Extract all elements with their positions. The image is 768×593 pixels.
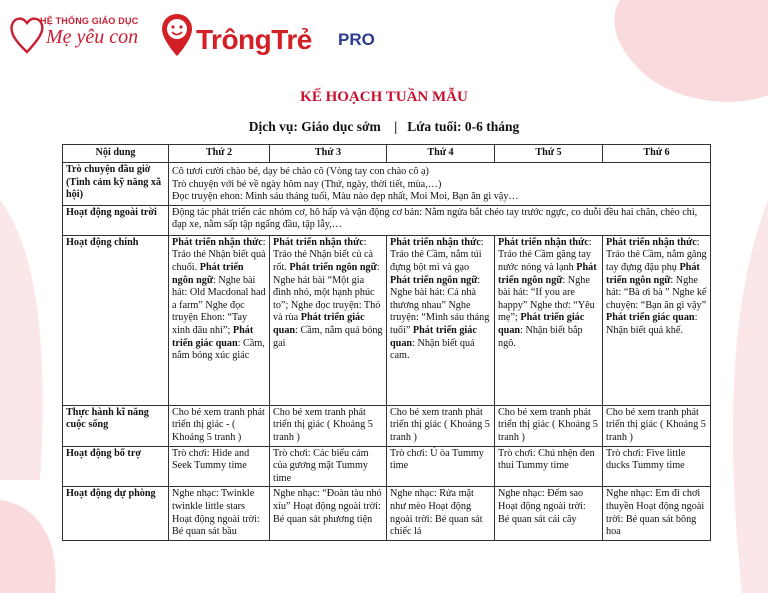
thuc-hanh-tue: Cho bé xem tranh phát triển thị giác ( Khoảng 5 tranh )	[270, 405, 387, 446]
text: : Cầm, nắm bóng xúc giác	[172, 337, 265, 362]
row-label-thuc-hanh: Thực hành kĩ năng cuộc sống	[63, 405, 169, 446]
table-row	[63, 163, 711, 206]
left-pink-strip	[0, 200, 62, 480]
text: : Tráo thẻ Nhận biết quả chuối.	[172, 236, 266, 273]
text: : Tráo thẻ Cầm, nắm găng tay đựng đậu phụ	[606, 236, 707, 273]
tro-chuyen-line-3: Đọc truyện ehon: Mình sáu tháng tuổi, Màu nào đẹp nhất, Moi Moi, Bạn ăn gì vậy…	[172, 191, 519, 203]
heading: Phát triển giác quan	[606, 312, 695, 324]
logo-me-yeu-con-text: Mẹ yêu con	[46, 26, 139, 48]
brand-pro-label: PRO	[338, 30, 375, 49]
heading: Phát triển giác quan	[498, 312, 585, 336]
bo-tro-wed: Trò chơi: Ú òa Tummy time	[387, 446, 495, 487]
heading: Phát triển ngôn ngữ	[498, 261, 597, 286]
heading: Phát triển ngôn ngữ	[390, 274, 478, 286]
heart-icon	[10, 14, 44, 54]
heading: Phát triển ngôn ngữ	[172, 261, 244, 286]
thuc-hanh-wed: Cho bé xem tranh phát triển thị giác ( Khoảng 5 tranh )	[387, 405, 495, 446]
me-yeu-con-logo	[10, 12, 150, 58]
page-subtitle: Dịch vụ: Giáo dục sớm | Lứa tuổi: 0-6 tháng	[248, 119, 520, 134]
tro-chuyen-line-1: Cô tươi cười chào bé, dạy bé chào cô (Vòng tay con chào cô ạ)	[172, 166, 429, 177]
bo-tro-fri: Trò chơi: Five little ducks Tummy time	[603, 446, 711, 487]
du-phong-wed: Nghe nhạc: Rửa mặt như mèo Hoạt động ngoài trời: Bé quan sát chiếc lá	[387, 487, 495, 540]
heading: Phát triển nhận thức	[172, 236, 263, 248]
bo-tro-thu: Trò chơi: Chú nhện đen thui Tummy time	[495, 446, 603, 487]
table-row	[63, 205, 711, 235]
text: : Tráo thẻ Cầm, nắm túi đựng bột mì và gạo	[390, 236, 484, 273]
header-fri: Thứ 6	[603, 145, 711, 163]
text: : Nghe hát: “Bà ơi bà ” Nghe kể chuyện: “Bạn ăn gì vậy”	[606, 274, 707, 311]
tro-chuyen-cell	[169, 163, 711, 206]
ngoai-troi-cell: Động tác phát triển các nhóm cơ, hô hấp và vận động cơ bản: Nằm ngửa bắt chéo tay trước ngực, co duỗi đều hai chân, chèo chi, đạp xe, nằm sấp tập ngẩng đầu, tập lẫy,…	[169, 205, 711, 235]
heading: Phát triển nhận thức	[498, 236, 589, 248]
heading: Phát triển ngôn ngữ	[606, 261, 700, 286]
du-phong-thu: Nghe nhạc: Đếm sao Hoạt động ngoài trời: Bé quan sát cái cây	[495, 487, 603, 540]
header-content: Nội dung	[63, 145, 169, 163]
trong-tre-logo	[160, 12, 380, 62]
header-thu: Thứ 5	[495, 145, 603, 163]
text: : Nhận biết quả cam.	[390, 337, 475, 362]
row-label-bo-tro: Hoạt động bổ trợ	[63, 446, 169, 487]
du-phong-fri: Nghe nhạc: Em đi chơi thuyền Hoạt động ngoài trời: Bé quan sát bông hoa	[603, 487, 711, 540]
header-tue: Thứ 3	[270, 145, 387, 163]
table-row	[63, 487, 711, 540]
chinh-cell-tue	[270, 235, 387, 405]
table-header-row	[63, 145, 711, 163]
heading: Phát triển ngôn ngữ	[289, 261, 377, 273]
text: : Nhận biết bắp ngô.	[498, 324, 583, 349]
row-label-chinh: Hoạt động chính	[63, 235, 169, 405]
row-label-ngoai-troi: Hoạt động ngoài trời	[63, 205, 169, 235]
thuc-hanh-fri: Cho bé xem tranh phát triển thị giác ( Khoảng 5 tranh )	[603, 405, 711, 446]
text: : Nhận biết quả khế.	[606, 312, 698, 336]
chinh-cell-fri	[603, 235, 711, 405]
text: : Nghe bài hát: Cả nhà thương nhau” Nghe truyện: “Mình sáu tháng tuổi”	[390, 274, 490, 336]
chinh-cell-mon	[169, 235, 270, 405]
text: : Nghe bài hát: “If you are happy” Nghe thơ: “Yêu mẹ”;	[498, 274, 595, 324]
header-mon: Thứ 2	[169, 145, 270, 163]
row-label-tro-chuyen: Trò chuyện đầu giờ (Tình cảm kỹ năng xã hội)	[63, 163, 169, 206]
du-phong-tue: Nghe nhạc: “Đoàn tàu nhỏ xíu” Hoạt động ngoài trời: Bé quan sát phương tiện	[270, 487, 387, 540]
brand-name: TrôngTrẻ	[196, 24, 312, 55]
weekly-plan-table	[62, 144, 711, 541]
bo-tro-mon: Trò chơi: Hide and Seek Tummy time	[169, 446, 270, 487]
bottom-left-blob	[0, 480, 70, 593]
row-label-du-phong: Hoạt động dự phòng	[63, 487, 169, 540]
table-row	[63, 235, 711, 405]
heading: Phát triển nhận thức	[273, 236, 364, 248]
location-pin-icon	[160, 12, 194, 58]
heading: Phát triển giác quan	[273, 312, 365, 336]
bo-tro-tue: Trò chơi: Các biểu cảm của gương mặt Tummy time	[270, 446, 387, 487]
chinh-cell-wed	[387, 235, 495, 405]
du-phong-mon: Nghe nhạc: Twinkle twinkle little stars Hoạt động ngoài trời: Bé quan sát bầu	[169, 487, 270, 540]
thuc-hanh-thu: Cho bé xem tranh phát triển thị giác ( Khoảng 5 tranh )	[495, 405, 603, 446]
tro-chuyen-line-2: Trò chuyện với bé về ngày hôm nay (Thứ, ngày, thời tiết, mùa,…)	[172, 178, 442, 190]
heading: Phát triển giác quan	[390, 324, 477, 349]
table-row	[63, 446, 711, 487]
heading: Phát triển giác quan	[172, 324, 254, 349]
right-pink-strip	[712, 200, 768, 593]
logo-system-text: HỆ THỐNG GIÁO DỤC	[40, 16, 139, 26]
text: : Cầm, nắm quả bóng gai	[273, 324, 383, 349]
text: : Nghe hát bài “Một gia đình nhỏ, một hạnh phúc to”; Nghe đọc truyện: Thỏ và rùa	[273, 261, 381, 324]
heading: Phát triển nhận thức	[606, 236, 697, 248]
page-title: KẾ HOẠCH TUẦN MẪU	[300, 89, 468, 105]
text: : Nghe bài hát: Old Macdonal had a farm” Nghe đọc truyện Ehon: “Tay xinh đâu nhỉ”;	[172, 274, 266, 336]
thuc-hanh-mon: Cho bé xem tranh phát triển thị giác - ( Khoảng 5 tranh )	[169, 405, 270, 446]
header-wed: Thứ 4	[387, 145, 495, 163]
heading: Phát triển nhận thức	[390, 236, 481, 248]
table-row	[63, 405, 711, 446]
text: : Tráo thẻ Cầm găng tay nước nóng và lạnh	[498, 236, 592, 273]
text: : Tráo thẻ Nhận biết củ cà rốt.	[273, 236, 374, 273]
chinh-cell-thu	[495, 235, 603, 405]
